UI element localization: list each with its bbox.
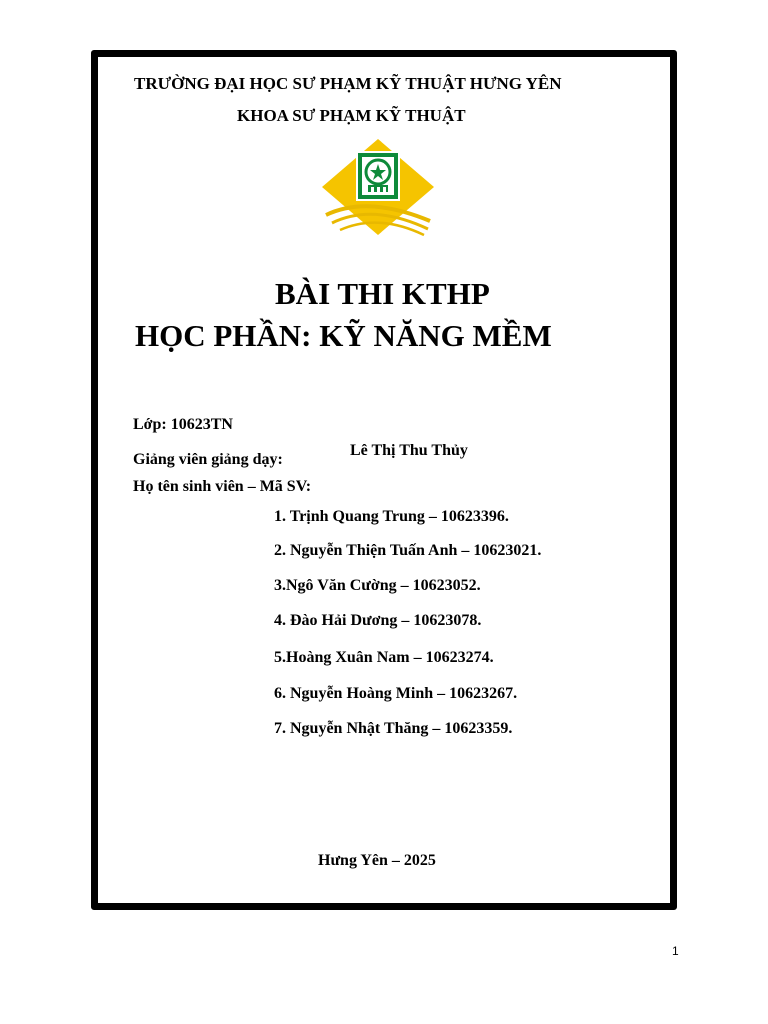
student-item: 2. Nguyễn Thiện Tuấn Anh – 10623021. — [274, 542, 542, 559]
place-and-year: Hưng Yên – 2025 — [318, 852, 436, 869]
exam-title: BÀI THI KTHP — [275, 276, 490, 311]
student-item: 4. Đào Hải Dương – 10623078. — [274, 612, 482, 629]
lecturer-label: Giảng viên giảng dạy: — [133, 451, 283, 468]
university-logo-icon — [318, 137, 438, 237]
student-item: 5.Hoàng Xuân Nam – 10623274. — [274, 649, 494, 666]
faculty-name: KHOA SƯ PHẠM KỸ THUẬT — [237, 106, 466, 125]
student-item: 3.Ngô Văn Cường – 10623052. — [274, 577, 481, 594]
student-item: 6. Nguyễn Hoàng Minh – 10623267. — [274, 685, 518, 702]
page-number: 1 — [672, 944, 679, 958]
university-name: TRƯỜNG ĐẠI HỌC SƯ PHẠM KỸ THUẬT HƯNG YÊN — [134, 74, 562, 93]
course-title: HỌC PHẦN: KỸ NĂNG MỀM — [135, 318, 552, 353]
student-item: 1. Trịnh Quang Trung – 10623396. — [274, 508, 509, 525]
lecturer-name: Lê Thị Thu Thủy — [350, 442, 468, 459]
class-info: Lớp: 10623TN — [133, 416, 233, 433]
student-item: 7. Nguyễn Nhật Thăng – 10623359. — [274, 720, 513, 737]
students-label: Họ tên sinh viên – Mã SV: — [133, 478, 312, 495]
